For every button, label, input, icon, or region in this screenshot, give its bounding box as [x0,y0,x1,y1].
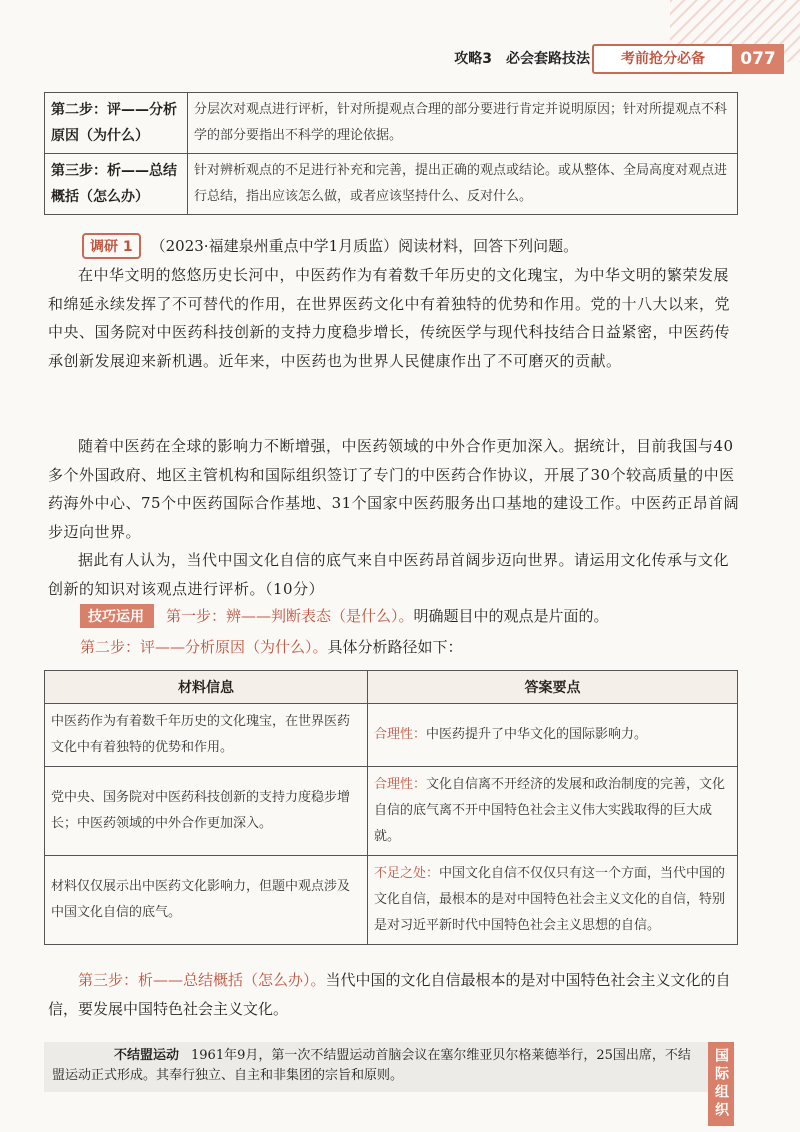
answer-text: 中国文化自信不仅仅只有这一个方面，当代中国的文化自信，最根本的是对中国特色社会主义文化的自信，特别是对习近平新时代中国特色社会主义思想的自信。 [374,866,726,933]
step2-text: 具体分析路径如下： [327,638,463,656]
answer-key: 不足之处： [374,866,440,881]
section-title: 攻略3 必会套路技法 [454,51,590,67]
step-content: 针对辨析观点的不足进行补充和完善，提出正确的观点或结论。或从整体、全局高度对观点进行总结，指出应该怎么做，或者应该坚持什么、反对什么。 [188,154,738,215]
page-number: 077 [732,44,784,74]
footer-text: 1961年9月，第一次不结盟运动首脑会议在塞尔维亚贝尔格莱德举行，25国出席，不结盟运动正式形成。其奉行独立、自主和非集团的宗旨和原则。 [52,1048,691,1083]
answer-key: 合理性： [374,727,427,742]
footer-note [44,1042,708,1092]
footer-term: 不结盟运动 [114,1048,180,1063]
step-label: 第二步：评——分析原因（为什么） [45,93,188,154]
step-label: 第三步：析——总结概括（怎么办） [45,154,188,215]
page-header [0,42,800,72]
step1-heading: 第一步：辨——判断表态（是什么）。 [166,607,414,625]
step-content: 分层次对观点进行评析，针对所提观点合理的部分要进行肯定并说明原因；针对所提观点不科学的部分要指出不科学的理论依据。 [188,93,738,154]
table-header-row [45,671,738,704]
material-paragraph-2: 随着中医药在全球的影响力不断增强，中医药领域的中外合作更加深入。据统计，目前我国与40多个外国政府、地区主管机构和国际组织签订了专门的中医药合作协议，开展了30个较高质量的中医药海外中心、75个中医药国际合作基地、31个国家中医药服务出口基地的建设工作。中医药正昂首阔步迈向世界。 [48,437,740,541]
material-cell: 材料仅仅展示出中医药文化影响力，但题中观点涉及中国文化自信的底气。 [45,856,368,945]
answer-text: 中医药提升了中华文化的国际影响力。 [426,727,648,742]
column-header: 答案要点 [368,671,738,704]
answer-text: 文化自信离不开经济的发展和政治制度的完善，文化自信的底气离不开中国特色社会主义伟大实践取得的巨大成就。 [374,777,726,844]
step2-heading: 第二步：评——分析原因（为什么）。 [80,638,328,656]
table-row [45,154,738,215]
answer-cell [368,856,738,945]
answer-cell [368,767,738,856]
material-cell: 党中央、国务院对中医药科技创新的支持力度稳步增长；中医药领域的中外合作更加深入。 [45,767,368,856]
survey-heading [82,233,578,259]
header-badge: 考前抢分必备 [592,44,734,74]
step1-text: 明确题目中的观点是片面的。 [413,607,609,625]
survey-source: （2023·福建泉州重点中学1月质监）阅读材料，回答下列问题。 [150,237,579,255]
skill-label: 技巧运用 [80,604,154,628]
question-text: 据此有人认为，当代中国文化自信的底气来自中医药昂首阔步迈向世界。请运用文化传承与文化创新的知识对该观点进行评析。（10分） [48,551,730,598]
survey-tag: 调研 1 [82,233,141,259]
column-header: 材料信息 [45,671,368,704]
step3-text: 当代中国的文化自信最根本的是对中国特色社会主义文化的自信，要发展中国特色社会主义文化。 [48,971,731,1018]
material-paragraph-1: 在中华文明的悠悠历史长河中，中医药作为有着数千年历史的文化瑰宝，为中华文明的繁荣发展和绵延永续发挥了不可替代的作用，在世界医药文化中有着独特的优势和作用。党的十八大以来，党中央、国务院对中医药科技创新的支持力度稳步增长，传统医学与现代科技结合日益紧密，中医药传承创新发展迎来新机遇。近年来，中医药也为世界人民健康作出了不可磨灭的贡献。 [48,266,731,370]
step3-heading: 第三步：析——总结概括（怎么办）。 [78,971,326,989]
skill-step-3 [48,966,740,1023]
table-row [45,856,738,945]
steps-table [44,92,738,215]
skill-step-2 [80,636,463,657]
side-tab: 国际组织 [708,1042,734,1126]
table-row [45,767,738,856]
table-row [45,704,738,767]
analysis-table [44,670,738,945]
material-cell: 中医药作为有着数千年历史的文化瑰宝，在世界医药文化中有着独特的优势和作用。 [45,704,368,767]
answer-key: 合理性： [374,777,427,792]
skill-step-1 [80,604,609,628]
table-row [45,93,738,154]
answer-cell [368,704,738,767]
